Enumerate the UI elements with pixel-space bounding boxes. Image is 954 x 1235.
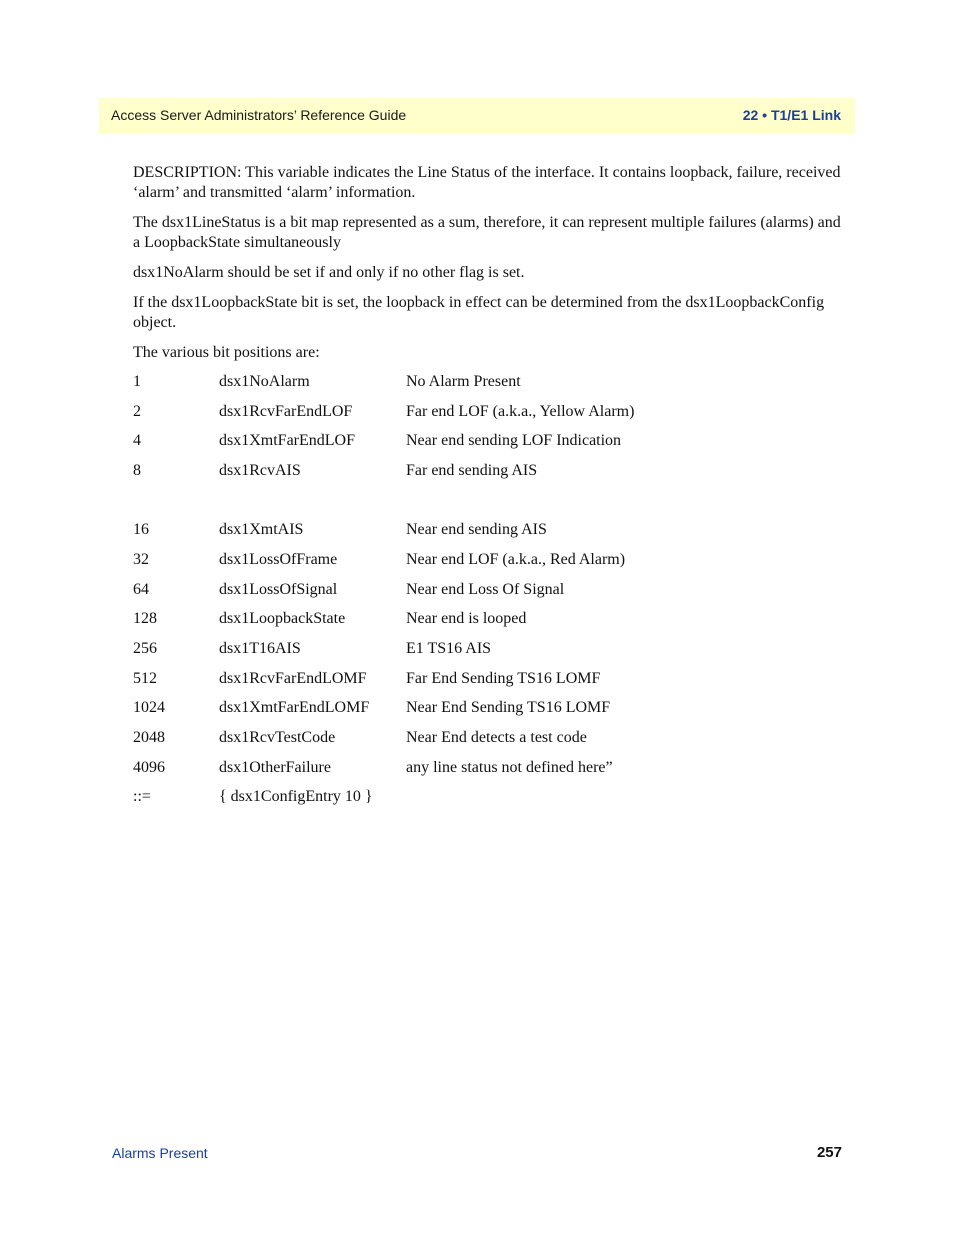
bit-description: No Alarm Present [406,373,521,390]
footer-section-title: Alarms Present [112,1145,208,1161]
bit-description: Near end LOF (a.k.a., Red Alarm) [406,550,626,568]
bit-value: 256 [133,640,157,657]
bit-name: dsx1XmtAIS [219,521,304,539]
page-number: 257 [816,1144,842,1161]
bit-row [133,520,845,550]
description-paragraph: DESCRIPTION: This variable indicates the Line Status of the interface. It contains loopback, failure, received ‘alarm’ and transmitted ‘alarm’ information. [133,164,841,201]
bit-description: E1 TS16 AIS [406,640,492,657]
bit-row [133,609,845,639]
bit-value: 512 [133,669,157,687]
bit-name: dsx1XmtFarEndLOF [219,432,355,450]
bit-name: dsx1RcvFarEndLOMF [219,669,367,687]
bit-value: 64 [133,580,149,598]
header-guide-title: Access Server Administrators’ Reference Guide [111,107,407,123]
bit-value: 1 [133,373,141,390]
bit-positions-table [133,372,845,817]
bit-row [133,669,845,699]
bit-positions-intro: The various bit positions are: [133,344,320,361]
bit-value: 2 [133,402,141,420]
bit-row [133,550,845,580]
bit-row [133,639,845,669]
bit-value: 16 [133,521,149,539]
bit-name: dsx1LossOfSignal [219,580,338,598]
bit-row [133,728,845,758]
bit-description: Far end LOF (a.k.a., Yellow Alarm) [406,402,635,420]
body-text [133,163,845,373]
bit-name: dsx1NoAlarm [219,373,310,390]
bit-row [133,758,845,788]
bit-name: dsx1XmtFarEndLOMF [219,699,370,717]
bit-name: dsx1RcvTestCode [219,729,336,747]
bitmap-paragraph: The dsx1LineStatus is a bit map represented as a sum, therefore, it can represent multiple failures (alarms) and a LoopbackState simultaneously [133,214,841,251]
bit-value: 1024 [133,699,165,717]
bit-row [133,402,845,432]
bit-value: ::= [133,788,151,806]
bit-row [133,461,845,491]
bit-description: Far end sending AIS [406,462,538,480]
bit-description: Near end sending LOF Indication [406,432,622,450]
bit-value: 4096 [133,758,165,776]
bit-description: any line status not defined here” [406,758,613,776]
bit-description: Near end sending AIS [406,521,547,539]
header-chapter: 22 • T1/E1 Link [742,107,841,123]
bit-name: dsx1RcvFarEndLOF [219,402,353,420]
bit-value: 4 [133,432,141,450]
bit-value: 8 [133,462,141,480]
bit-row [133,580,845,610]
bit-name: dsx1LossOfFrame [219,550,338,568]
bit-description: Near End detects a test code [406,729,587,747]
bit-row [133,431,845,461]
bit-value: 128 [133,610,157,628]
bit-name: dsx1T16AIS [219,640,301,657]
bit-row [133,698,845,728]
page-header [99,98,855,134]
loopback-paragraph: If the dsx1LoopbackState bit is set, the loopback in effect can be determined from the dsx1LoopbackConfig object. [133,294,825,331]
bit-name: dsx1OtherFailure [219,758,331,776]
bit-row [133,787,845,817]
bit-value: 32 [133,550,149,568]
bit-description: Near end is looped [406,610,527,628]
bit-row [133,372,845,402]
bit-name: dsx1LoopbackState [219,610,346,628]
bit-name: { dsx1ConfigEntry 10 } [219,788,373,806]
bit-description: Near End Sending TS16 LOMF [406,699,611,717]
bit-value: 2048 [133,729,165,747]
bit-description: Far End Sending TS16 LOMF [406,669,601,687]
bit-description: Near end Loss Of Signal [406,580,565,598]
bit-name: dsx1RcvAIS [219,462,301,480]
noalarm-paragraph: dsx1NoAlarm should be set if and only if no other flag is set. [133,264,525,281]
